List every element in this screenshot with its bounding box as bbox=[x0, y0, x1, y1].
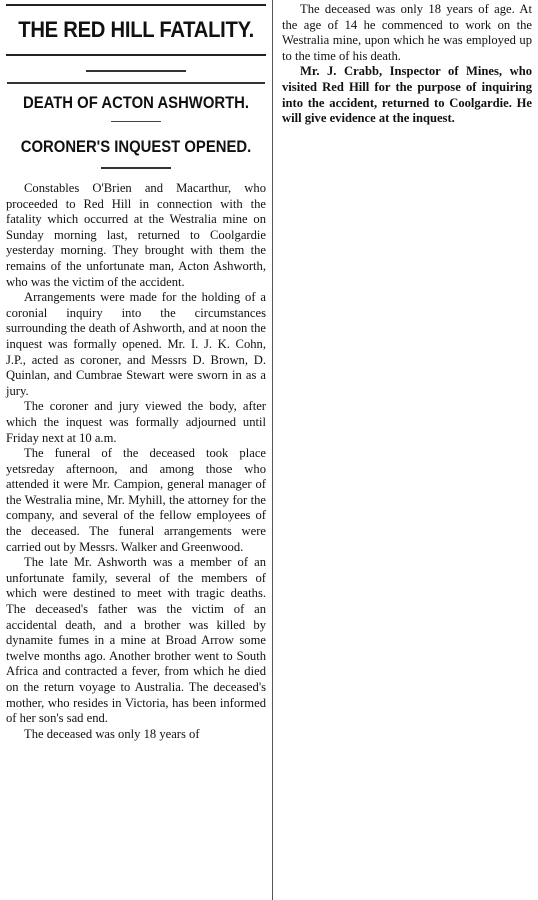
divider bbox=[7, 82, 265, 84]
paragraph: Mr. J. Crabb, Inspector of Mines, who visited Red Hill for the purpose of inquiring into the accident, returned to Coolgardie. He will give evidence at the inquest. bbox=[282, 64, 532, 126]
divider bbox=[111, 121, 161, 122]
paragraph: The late Mr. Ashworth was a member of an unfortunate family, several of the members of which were destined to meet with tragic deaths. The deceased's father was the victim of an accidental death, and a brother was killed by dynamite fumes in a mine at Broad Arrow some twelve months ago. Another brother went to South Africa and contracted a fever, from which he died on the return voyage to Australia. The deceased's mother, who resides in Victoria, has been informed of her son's sad end. bbox=[6, 555, 266, 726]
subheading-inquest: CORONER'S INQUEST OPENED. bbox=[20, 138, 252, 156]
headline: THE RED HILL FATALITY. bbox=[18, 17, 254, 42]
paragraph: The deceased was only 18 years of age. At the age of 14 he commenced to work on the Westralia mine, upon which he was employed up to the time of his death. bbox=[282, 2, 532, 63]
divider bbox=[101, 167, 171, 169]
paragraph: Constables O'Brien and Macarthur, who proceeded to Red Hill in connection with the fatality which occurred at the Westralia mine on Sunday morning last, returned to Coolgardie yesterday morning. They brought with them the remains of the unfortunate man, Acton Ashworth, who was the victim of the accident. bbox=[6, 181, 266, 289]
paragraph: The funeral of the deceased took place yetsreday afternoon, and among those who attended it were Mr. Campion, general manager of the Westralia mine, Mr. Myhill, the attorney for the company, and several of the fellow employees of the deceased. The funeral arrangements were carried out by Messrs. Walker and Greenwood. bbox=[6, 446, 266, 554]
right-column bbox=[276, 0, 538, 900]
paragraph: The deceased was only 18 years of bbox=[24, 726, 200, 741]
divider bbox=[86, 70, 186, 72]
paragraph: The coroner and jury viewed the body, after which the inquest was formally adjourned until Friday next at 10 a.m. bbox=[6, 399, 266, 445]
subheading-death: DEATH OF ACTON ASHWORTH. bbox=[22, 94, 250, 112]
headline-box bbox=[6, 4, 266, 56]
article-body bbox=[0, 181, 272, 742]
paragraph: Arrangements were made for the holding of a coronial inquiry into the circumstances surrounding the death of Ashworth, and at noon the inquest was formally opened. Mr. I. J. K. Cohn, J.P., acted as coroner, and Messrs D. Brown, D. Quinlan, and Cumbrae Stewart were sworn in as a jury. bbox=[6, 290, 266, 398]
